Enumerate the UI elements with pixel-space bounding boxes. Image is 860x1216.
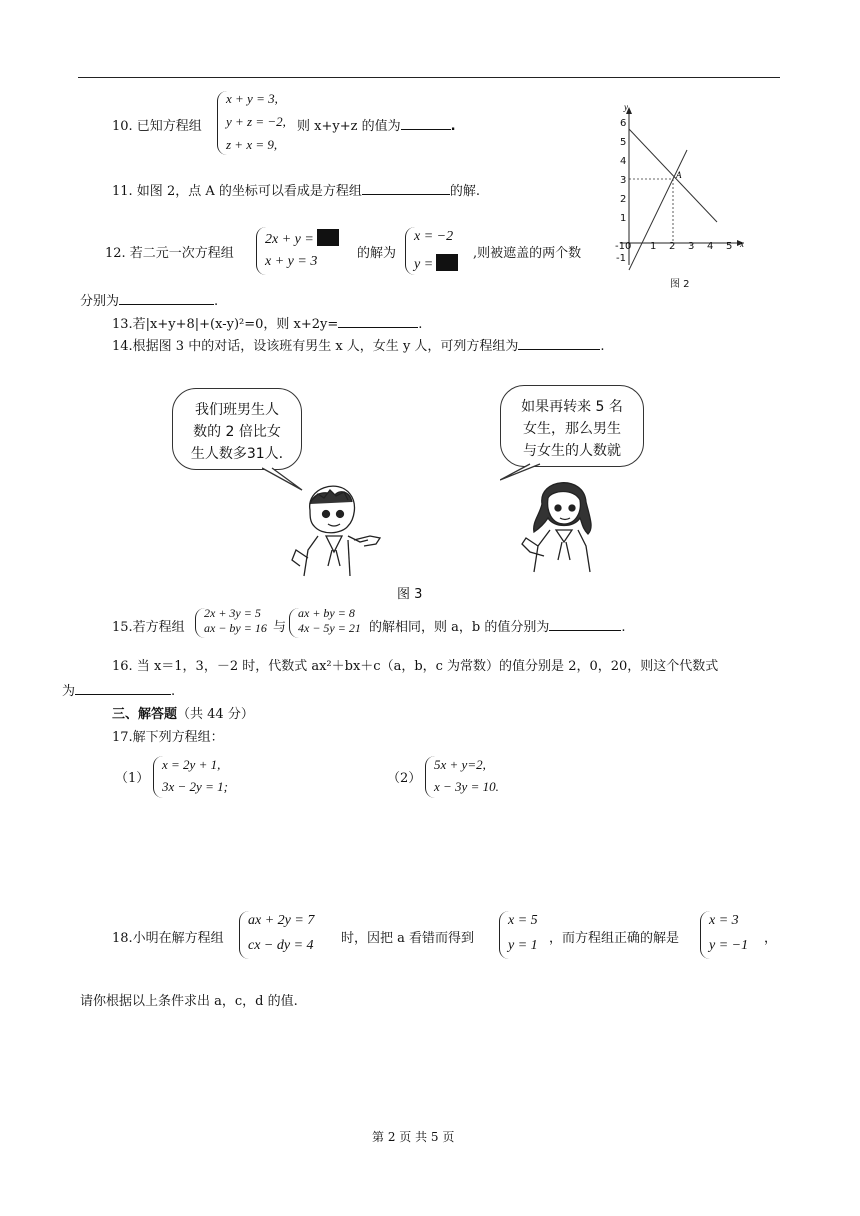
speech-bubble-girl: 如果再转来 5 名 女生，那么男生 与女生的人数就 bbox=[500, 385, 644, 467]
q12-covered-number-2 bbox=[436, 254, 458, 271]
q10-prefix: 10. 已知方程组 bbox=[112, 119, 202, 134]
q18-correct-solution: x = 3 y = −1 bbox=[700, 911, 759, 959]
figure2-caption: 图 2 bbox=[670, 279, 690, 290]
line-2 bbox=[629, 150, 687, 270]
figure2-graph bbox=[610, 100, 760, 280]
q17-part2-system: 5x + y=2, x − 3y = 10. bbox=[425, 756, 510, 798]
x-tick: 3 bbox=[688, 241, 695, 252]
q12-line2: 分别为 . bbox=[80, 294, 219, 309]
q18-mid1: 时，因把 a 看错而得到 bbox=[341, 931, 475, 946]
q15-system-1: 2x + 3y = 5 ax − by = 16 bbox=[195, 608, 268, 638]
x-tick: 5 bbox=[726, 241, 733, 252]
q12-system: 2x + y = x + y = 3 bbox=[256, 227, 352, 275]
point-a-label: A bbox=[676, 170, 682, 180]
girl-illustration bbox=[520, 472, 610, 577]
q16-line2: 为 . bbox=[62, 684, 176, 699]
q16-answer-blank[interactable] bbox=[75, 682, 171, 695]
y-tick: 2 bbox=[620, 194, 627, 205]
q18-line2: 请你根据以上条件求出 a，c，d 的值. bbox=[80, 994, 298, 1009]
q10-system: x + y = 3, y + z = −2, z + x = 9, bbox=[217, 91, 278, 155]
q17-part1-system: x = 2y + 1, 3x − 2y = 1; bbox=[153, 756, 234, 798]
y-tick: -1 bbox=[616, 253, 626, 264]
q14-answer-blank[interactable] bbox=[518, 337, 600, 350]
q12-prefix: 12. 若二元一次方程组 bbox=[105, 246, 234, 261]
q12-answer-blank[interactable] bbox=[119, 292, 214, 305]
q13-text: 13.若|x+y+8|+(x-y)²=0，则 x+2y= . bbox=[112, 317, 423, 332]
x-tick: 2 bbox=[669, 241, 676, 252]
q12-suffix: ,则被遮盖的两个数 bbox=[473, 246, 582, 261]
q18-wrong-solution: x = 5 y = 1 bbox=[499, 911, 550, 959]
q14-text: 14.根据图 3 中的对话，设该班有男生 x 人，女生 y 人，可列方程组为 . bbox=[112, 339, 605, 354]
q17-part1-label: （1） bbox=[115, 771, 150, 786]
q12-covered-number-1 bbox=[317, 229, 339, 246]
x-tick: -1 bbox=[615, 241, 625, 252]
page-footer: 第 2 页 共 5 页 bbox=[372, 1130, 455, 1144]
q18-system: ax + 2y = 7 cx − dy = 4 bbox=[239, 911, 335, 959]
y-tick: 5 bbox=[620, 137, 627, 148]
q17-part2-label: （2） bbox=[387, 771, 422, 786]
q16-line1: 16. 当 x＝1，3，－2 时，代数式 ax²＋bx＋c（a，b，c 为常数）的值分别是 2，0，20，则这个代数式 bbox=[112, 659, 719, 674]
q13-answer-blank[interactable] bbox=[338, 315, 418, 328]
q11-answer-blank[interactable] bbox=[362, 182, 450, 195]
q10-answer-blank[interactable] bbox=[401, 117, 451, 130]
y-tick: 1 bbox=[620, 213, 627, 224]
x-tick: 0 bbox=[625, 241, 632, 252]
q18-end: ， bbox=[764, 931, 778, 946]
speech-bubble-boy: 我们班男生人 数的 2 倍比女 生人数多31人. bbox=[172, 388, 302, 470]
y-tick: 4 bbox=[620, 156, 627, 167]
q12-solution: x = −2 y = bbox=[405, 227, 476, 275]
y-axis-label: y bbox=[624, 102, 628, 112]
q18-mid2: ，而方程组正确的解是 bbox=[549, 931, 680, 946]
y-tick: 6 bbox=[620, 118, 627, 129]
x-axis-label: x bbox=[740, 239, 744, 249]
q15-answer-blank[interactable] bbox=[549, 618, 621, 631]
q11-text: 11. 如图 2，点 A 的坐标可以看成是方程组 的解. bbox=[112, 184, 481, 199]
q15-question: 的解相同，则 a，b 的值分别为 . bbox=[369, 620, 626, 635]
y-tick: 3 bbox=[620, 175, 627, 186]
x-tick: 1 bbox=[650, 241, 657, 252]
figure3-caption: 图 3 bbox=[397, 587, 423, 602]
q17-title: 17.解下列方程组： bbox=[112, 730, 224, 745]
boy-illustration bbox=[288, 480, 383, 577]
q12-mid: 的解为 bbox=[357, 246, 397, 261]
q10-question: 则 x+y+z 的值为 . bbox=[297, 119, 456, 134]
header-rule bbox=[78, 77, 780, 78]
section3-heading: 三、解答题（共 44 分） bbox=[112, 707, 254, 722]
q15-system-2: ax + by = 8 4x − 5y = 21 bbox=[289, 608, 364, 638]
x-tick: 4 bbox=[707, 241, 714, 252]
q18-prefix: 18.小明在解方程组 bbox=[112, 931, 224, 946]
q15-prefix: 15.若方程组 bbox=[112, 620, 185, 635]
q15-mid: 与 bbox=[273, 620, 287, 635]
